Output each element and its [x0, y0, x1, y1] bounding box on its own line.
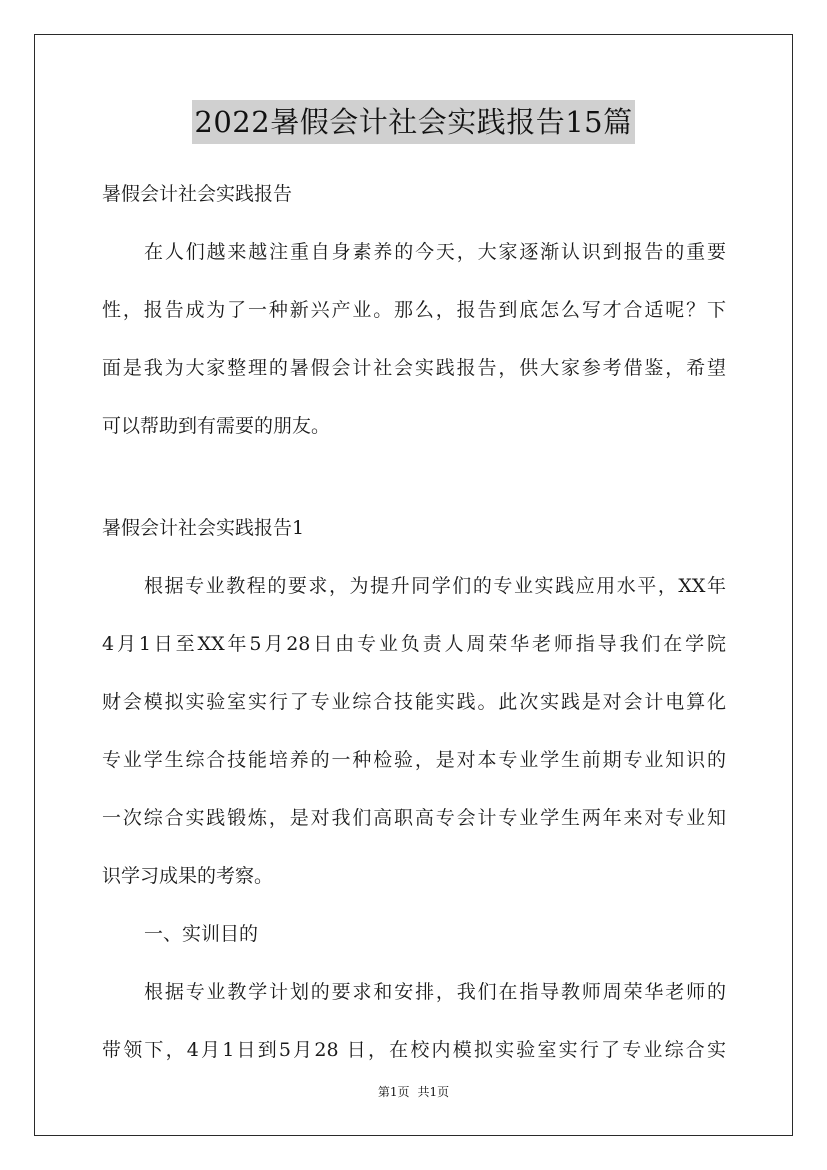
section-line-4: 专业学生综合技能培养的一种检验，是对本专业学生前期专业知识的 — [102, 749, 726, 771]
intro-line-2: 性，报告成为了一种新兴产业。那么，报告到底怎么写才合适呢？下 — [102, 299, 726, 321]
document-title: 2022暑假会计社会实践报告15篇 — [192, 100, 634, 144]
section-line-2: 4月1日至XX年5月28日由专业负责人周荣华老师指导我们在学院 — [102, 633, 726, 655]
page-footer — [0, 1083, 827, 1101]
section-line-1: 根据专业教程的要求，为提升同学们的专业实践应用水平，XX年 — [144, 575, 726, 597]
section-heading: 暑假会计社会实践报告1 — [102, 517, 305, 539]
sub-line-1: 根据专业教学计划的要求和安排，我们在指导教师周荣华老师的 — [144, 981, 726, 1003]
page-number-current: 第1页 — [377, 1085, 410, 1099]
intro-heading: 暑假会计社会实践报告 — [102, 183, 293, 205]
intro-line-1: 在人们越来越注重自身素养的今天，大家逐渐认识到报告的重要 — [144, 241, 726, 263]
subheading: 一、实训目的 — [144, 923, 259, 945]
intro-line-3: 面是我为大家整理的暑假会计社会实践报告，供大家参考借鉴，希望 — [102, 357, 726, 379]
title-container — [0, 100, 827, 144]
section-line-5: 一次综合实践锻炼，是对我们高职高专会计专业学生两年来对专业知 — [102, 807, 726, 829]
document-body — [102, 175, 726, 1069]
page-number-total: 共1页 — [417, 1085, 450, 1099]
sub-line-2: 带领下，4月1日到5月28 日，在校内模拟实验室实行了专业综合实 — [102, 1039, 726, 1061]
section-line-3: 财会模拟实验室实行了专业综合技能实践。此次实践是对会计电算化 — [102, 691, 726, 713]
section-line-6: 识学习成果的考察。 — [102, 865, 274, 887]
intro-line-4: 可以帮助到有需要的朋友。 — [102, 415, 331, 437]
